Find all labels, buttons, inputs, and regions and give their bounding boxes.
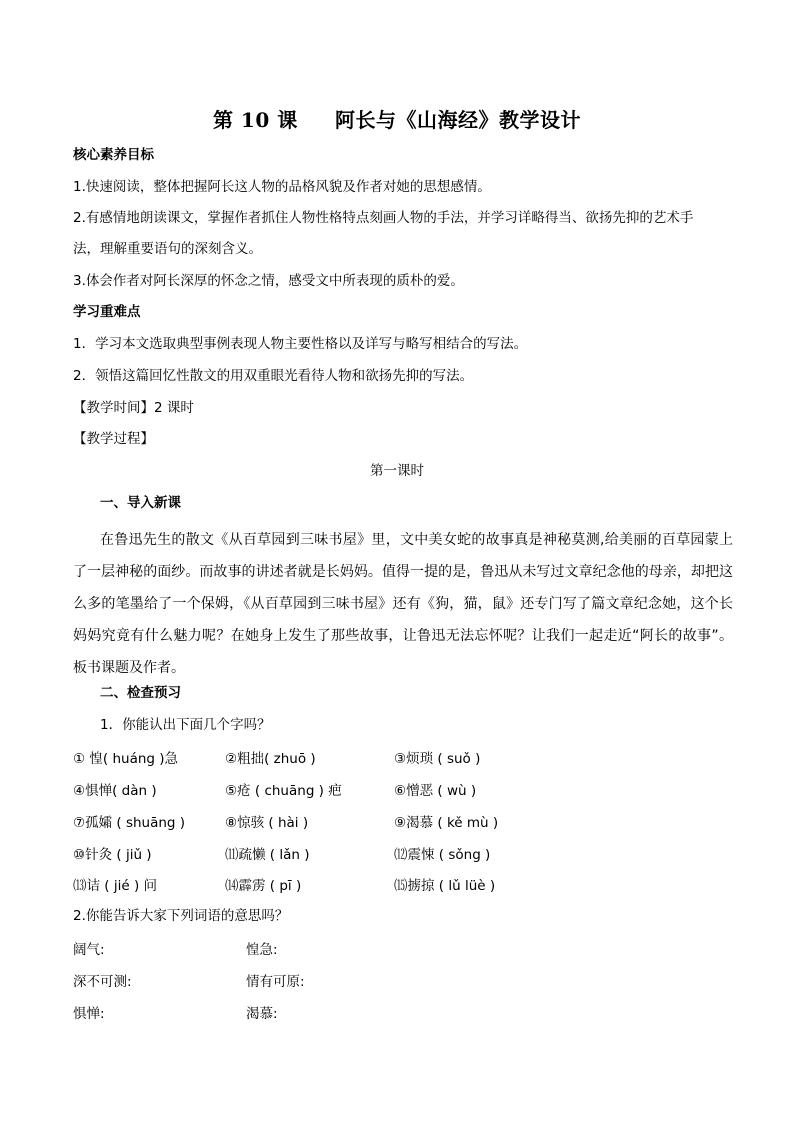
vocab-term: 阔气: [73,942,105,958]
core-goal-item: 法，理解重要语句的深刻含义。 [73,241,262,257]
core-goal-item: 3.体会作者对阿长深厚的怀念之情，感受文中所表现的质朴的爱。 [73,273,464,289]
character-item: ⑤疮 ( chuāng ) 疤 [225,783,342,799]
character-item: ⒀诘 ( jié ) 问 [73,878,158,894]
character-item: ⑾疏懒 ( lǎn ) [225,847,310,863]
vocab-term: 深不可测: [73,974,132,990]
character-item: ⑦孤孀 ( shuāng ) [73,815,186,831]
first-lesson-heading: 第一课时 [370,463,424,479]
character-item: ⑥憎恶 ( wù ) [394,783,477,799]
teaching-time: 【教学时间】2 课时 [73,400,194,416]
vocab-term: 情有可原: [246,974,305,990]
character-item: ⑩针灸 ( jiǔ ) [73,847,152,863]
vocab-term: 惧惮: [73,1006,105,1022]
core-goals-heading: 核心素养目标 [73,147,154,163]
character-item: ① 惶( huáng )急 [73,751,179,767]
character-item: ③烦琐 ( suǒ ) [394,751,481,767]
core-goal-item: 2.有感情地朗读课文，掌握作者抓住人物性格特点刻画人物的手法，并学习详略得当、欲扬先抑的艺术手 [73,210,694,226]
character-item: ⑨渴慕 ( kě mù ) [394,815,499,831]
key-points-heading: 学习重难点 [73,304,141,320]
character-item: ⒁霹雳 ( pī ) [225,878,302,894]
question-2: 2.你能告诉大家下列词语的意思吗？ [73,908,289,924]
teaching-process: 【教学过程】 [73,431,154,447]
section1-heading: 一、导入新课 [100,495,181,511]
key-point-item: 2．领悟这篇回忆性散文的用双重眼光看待人物和欲扬先抑的写法。 [73,368,474,384]
vocab-term: 渴慕: [246,1006,278,1022]
character-item: ④惧惮( dàn ) [73,783,157,799]
intro-paragraph: 在鲁迅先生的散文《从百草园到三味书屋》里，文中美女蛇的故事真是神秘莫测,给美丽的百草园蒙上了一层神秘的面纱。而故事的讲述者就是长妈妈。值得一提的是，鲁迅从未写过文章纪念他的母亲，却把这么多的笔墨给了一个保姆，《从百草园到三味书屋》还有《狗，猫，鼠》还专门写了篇文章纪念她，这个长妈妈究竟有什么魅力呢？在她身上发生了那些故事，让鲁迅无法忘怀呢？让我们一起走近“阿长的故事”。 板书课题及作者。 [73,532,733,676]
character-item: ⑿震悚 ( sǒng ) [394,847,491,863]
section2-heading: 二、检查预习 [100,685,181,701]
core-goal-item: 1.快速阅读，整体把握阿长这人物的品格风貌及作者对她的思想感情。 [73,179,491,195]
question-1: 1．你能认出下面几个字吗？ [100,717,271,733]
character-item: ⑧惊骇 ( hài ) [225,815,309,831]
character-item: ⒂掳掠 ( lǔ lüè ) [394,878,496,894]
vocab-term: 惶急: [246,942,278,958]
page-title: 第 10 课 阿长与《山海经》教学设计 [212,108,582,132]
key-point-item: 1．学习本文选取典型事例表现人物主要性格以及详写与略写相结合的写法。 [73,336,528,352]
character-item: ②粗拙( zhuō ) [225,751,316,767]
